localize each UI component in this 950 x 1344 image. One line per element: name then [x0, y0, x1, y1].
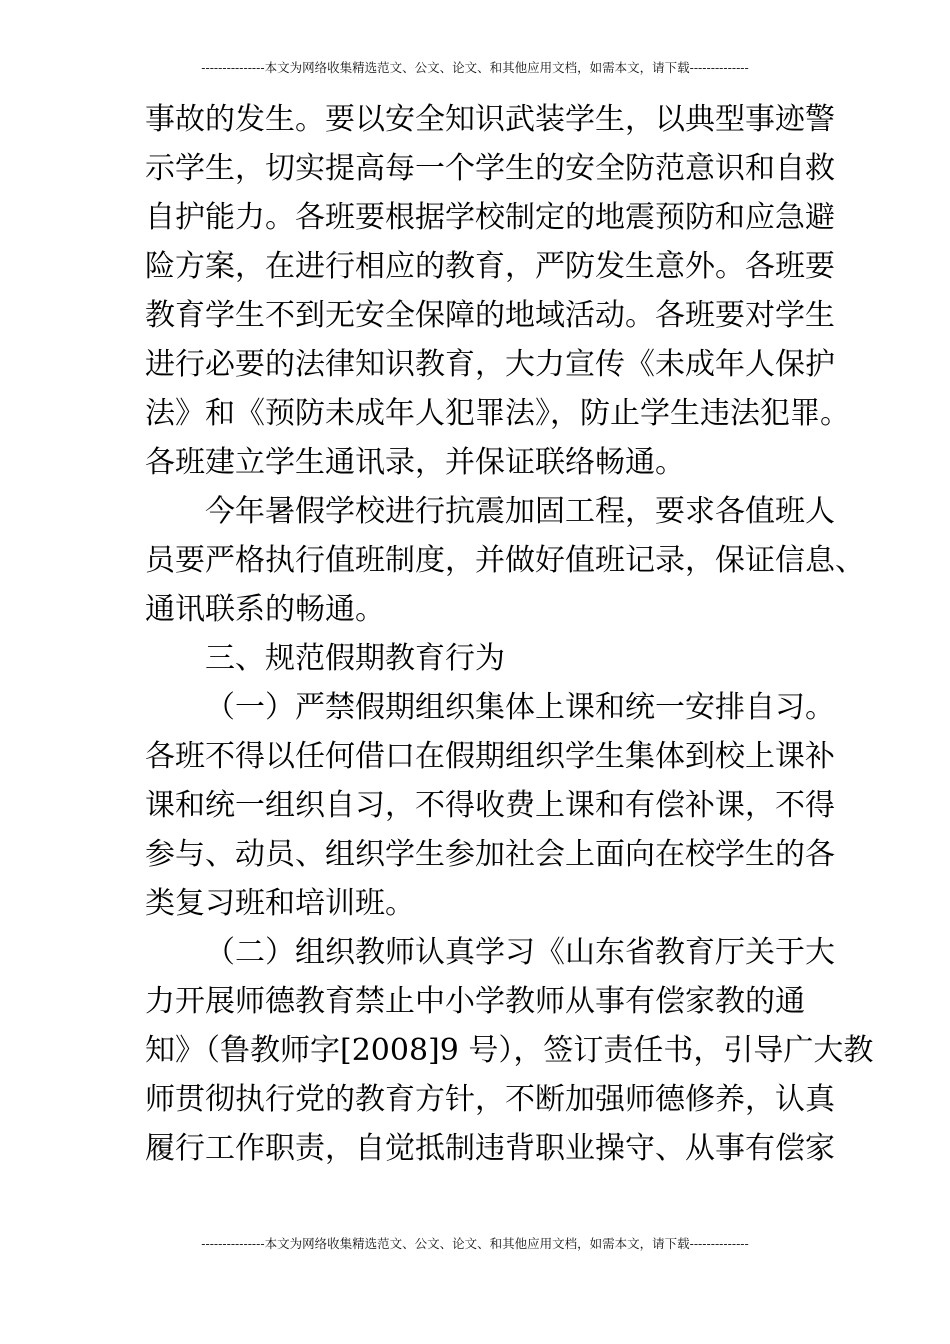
- text-line: 履行工作职责，自觉抵制违背职业操守、从事有偿家: [145, 1131, 835, 1166]
- text-line: 自护能力。各班要根据学校制定的地震预防和应急避: [145, 200, 835, 235]
- text-line: 险方案，在进行相应的教育，严防发生意外。各班要: [145, 249, 835, 284]
- text-line: 课和统一组织自习，不得收费上课和有偿补课，不得: [145, 788, 835, 823]
- text-line: 师贯彻执行党的教育方针，不断加强师德修养，认真: [145, 1082, 835, 1117]
- text-line: 示学生，切实提高每一个学生的安全防范意识和自救: [145, 151, 835, 186]
- paragraph-first-line: 今年暑假学校进行抗震加固工程，要求各值班人: [205, 494, 835, 529]
- text-line: 员要严格执行值班制度，并做好值班记录，保证信息、: [145, 543, 865, 578]
- text-line: 各班建立学生通讯录，并保证联络畅通。: [145, 445, 685, 480]
- text-line: 力开展师德教育禁止中小学教师从事有偿家教的通: [145, 984, 805, 1019]
- text-line: 事故的发生。要以安全知识武装学生，以典型事迹警: [145, 102, 835, 137]
- text-line: 参与、动员、组织学生参加社会上面向在校学生的各: [145, 837, 835, 872]
- text-line: 法》和《预防未成年人犯罪法》，防止学生违法犯罪。: [145, 396, 850, 431]
- text-line: 各班不得以任何借口在假期组织学生集体到校上课补: [145, 739, 835, 774]
- subsection-heading: （一）严禁假期组织集体上课和统一安排自习。: [205, 690, 835, 725]
- document-body: [145, 95, 874, 1173]
- text-line: 知》（鲁教师字[2008]9 号），签订责任书，引导广大教: [145, 1033, 874, 1068]
- header-banner: ---------------本文为网络收集精选范文、公文、论文、和其他应用文档，如需本文，请下载--------------: [201, 60, 749, 75]
- text-line: 通讯联系的畅通。: [145, 592, 385, 627]
- subsection-heading: （二）组织教师认真学习《山东省教育厅关于大: [205, 935, 835, 970]
- text-line: 教育学生不到无安全保障的地域活动。各班要对学生: [145, 298, 835, 333]
- text-line: 类复习班和培训班。: [145, 886, 415, 921]
- text-line: 进行必要的法律知识教育，大力宣传《未成年人保护: [145, 347, 835, 382]
- section-heading: 三、规范假期教育行为: [205, 641, 505, 676]
- footer-banner: ---------------本文为网络收集精选范文、公文、论文、和其他应用文档，如需本文，请下载--------------: [201, 1236, 749, 1251]
